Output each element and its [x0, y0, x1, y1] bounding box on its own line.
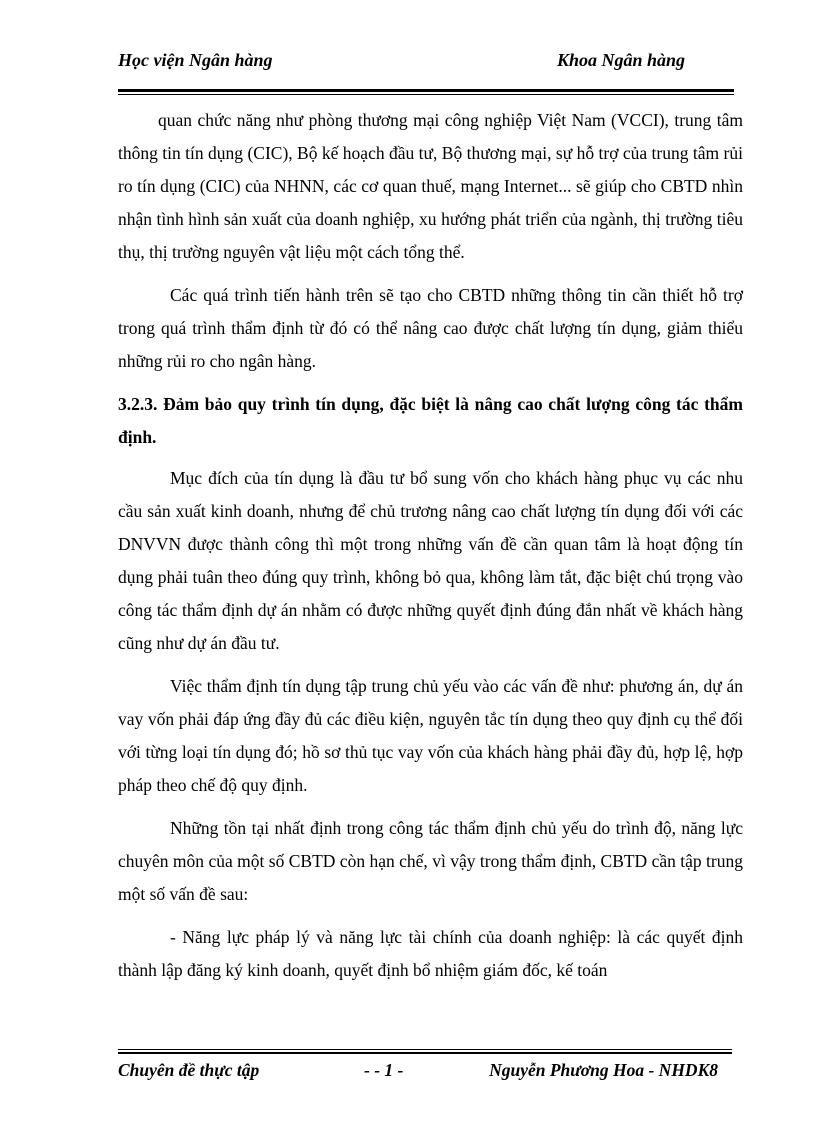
paragraph-4: Việc thẩm định tín dụng tập trung chủ yếu vào các vấn đề như: phương án, dự án vay vốn phải đáp ứng đầy đủ các điều kiện, nguyên tắc tín dụng theo quy định cụ thể đối với từng loại tín dụng đó; hồ sơ thủ tục vay vốn của khách hàng phải đầy đủ, hợp lệ, hợp pháp theo chế độ quy định. [118, 676, 743, 795]
footer-divider [118, 1049, 732, 1054]
page-body [118, 104, 743, 997]
paragraph-2: Các quá trình tiến hành trên sẽ tạo cho CBTD những thông tin cần thiết hỗ trợ trong quá trình thẩm định từ đó có thể nâng cao được chất lượng tín dụng, giảm thiểu những rủi ro cho ngân hàng. [118, 285, 743, 371]
paragraph-5: Những tồn tại nhất định trong công tác thẩm định chủ yếu do trình độ, năng lực chuyên môn của một số CBTD còn hạn chế, vì vậy trong thẩm định, CBTD cần tập trung một số vấn đề sau: [118, 818, 743, 904]
paragraph-continued: quan chức năng như phòng thương mại công nghiệp Việt Nam (VCCI), trung tâm thông tin tín dụng (CIC), Bộ kế hoạch đầu tư, Bộ thương mại, sự hỗ trợ của trung tâm rủi ro tín dụng (CIC) của NHNN, các cơ quan thuế, mạng Internet... sẽ giúp cho CBTD nhìn nhận tình hình sản xuất của doanh nghiệp, xu hướng phát triển của ngành, thị trường tiêu thụ, thị trường nguyên vật liệu một cách tổng thể. [118, 110, 743, 262]
paragraph-3: Mục đích của tín dụng là đầu tư bổ sung vốn cho khách hàng phục vụ các nhu cầu sản xuất kinh doanh, nhưng để chủ trương nâng cao chất lượng tín dụng đối với các DNVVN được thành công thì một trong những vấn đề cần quan tâm là hoạt động tín dụng phải tuân theo đúng quy trình, không bỏ qua, không làm tắt, đặc biệt chú trọng vào công tác thẩm định dự án nhằm có được những quyết định đúng đắn nhất về khách hàng cũng như dự án đầu tư. [118, 468, 743, 653]
section-heading: 3.2.3. Đảm bảo quy trình tín dụng, đặc biệt là nâng cao chất lượng công tác thẩm định. [118, 394, 743, 447]
footer-page-number: - - 1 - [364, 1060, 404, 1080]
paragraph-6: - Năng lực pháp lý và năng lực tài chính của doanh nghiệp: là các quyết định thành lập đăng ký kinh doanh, quyết định bổ nhiệm giám đốc, kế toán [118, 927, 743, 980]
header-divider [118, 89, 734, 95]
page-header [118, 50, 685, 76]
footer-doc-type: Chuyên đề thực tập [118, 1060, 260, 1080]
header-department: Khoa Ngân hàng [556, 50, 685, 70]
header-institution: Học viện Ngân hàng [118, 50, 273, 70]
page-footer [118, 1060, 718, 1084]
footer-author: Nguyễn Phương Hoa - NHDK8 [489, 1060, 718, 1080]
